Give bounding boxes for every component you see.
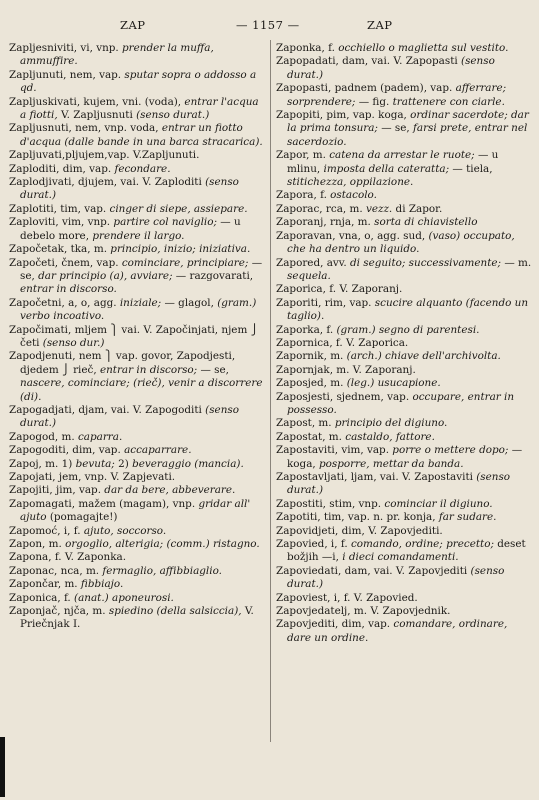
entry-headword: Zapovjediti, dim, vap. (276, 618, 394, 631)
dictionary-entry (9, 551, 265, 564)
column-divider (270, 40, 271, 742)
running-head-left: ZAP (120, 18, 146, 32)
dictionary-entry (9, 592, 265, 605)
entry-headword: Zapona, f. V. Zaponka. (9, 551, 126, 564)
entry-headword: Zapomagati, mažem (magam), vnp. (9, 497, 199, 510)
entry-gloss: (leg.) usucapione. (346, 377, 441, 390)
dictionary-entry (9, 444, 265, 457)
dictionary-entry (276, 525, 534, 538)
entry-headword: Zapora, f. (276, 189, 331, 202)
entry-gloss: porre o mettere dopo; (392, 444, 509, 457)
entry-gloss: (gram.) segno di parentesi. (336, 323, 480, 336)
entry-gloss: ostacolo. (330, 189, 377, 202)
dictionary-entry (276, 538, 534, 565)
entry-gloss: comando, ordine; precetto; (350, 538, 494, 551)
entry-headword: V. Priečnjak I. (20, 605, 254, 631)
entry-headword: Zapogod, m. (9, 430, 78, 443)
entry-gloss: afferrare; sorprendere; (287, 82, 507, 108)
entry-gloss: fermaglio, affibbiaglio. (102, 564, 222, 577)
entry-gloss: principio del digiuno. (334, 417, 448, 430)
entry-gloss: entrar un fiotto d'acqua (dalle bande in una barca stracarica). (20, 122, 263, 148)
dictionary-entry (276, 109, 534, 149)
entry-headword: Zapopasti, padnem (padem), vap. (276, 82, 456, 95)
entry-headword: — se, (197, 363, 229, 376)
dictionary-entry (276, 149, 534, 189)
entry-gloss: (anat.) aponeurosi. (74, 591, 174, 604)
entry-gloss: ajuto, soccorso. (83, 524, 167, 537)
dictionary-entry (9, 538, 265, 551)
entry-headword: Zaponka, f. (276, 42, 339, 54)
dictionary-entry (276, 297, 534, 324)
entry-gloss: (senso dur.) (42, 336, 105, 349)
entry-headword: Zapogoditi, dim, vap. (9, 444, 125, 457)
dictionary-entry (276, 350, 534, 363)
dictionary-entry (9, 243, 265, 256)
dictionary-entry (9, 122, 265, 149)
entry-gloss: far sudare. (438, 511, 497, 524)
entry-gloss: entrar in discorso; (99, 363, 198, 376)
entry-headword: Zapljusnuti, nem, vnp. voda, (9, 122, 162, 135)
entry-headword: Zaplodjivati, djujem, vai. V. Zaploditi (9, 176, 206, 189)
entry-gloss: caparra. (77, 430, 123, 443)
dictionary-entry (276, 471, 534, 498)
entry-headword: Zaposjed, m. (276, 377, 347, 390)
entry-headword: Zapovied, i, f. (276, 538, 351, 551)
dictionary-entry (276, 82, 534, 109)
entry-gloss: occhiello o maglietta sul vestito. (338, 42, 509, 54)
dictionary-entry (276, 189, 534, 202)
dictionary-entry (276, 444, 534, 471)
entry-headword: Zaporka, f. (276, 323, 337, 336)
entry-gloss: dar principio (a), avviare; (38, 269, 173, 282)
dictionary-entry (9, 163, 265, 176)
entry-headword: Zapor, m. (276, 149, 330, 162)
entry-headword: Zapogadjati, djam, vai. V. Zapogoditi (9, 403, 206, 416)
entry-gloss: fecondare. (114, 162, 171, 175)
dictionary-entry (9, 350, 265, 404)
entry-headword: Zaponica, f. (9, 591, 75, 604)
dictionary-entry (9, 578, 265, 591)
entry-gloss: stitichezza, oppilazione. (287, 176, 414, 189)
dictionary-entry (9, 458, 265, 471)
entry-headword: — razgovarati, (172, 269, 254, 282)
entry-gloss: orgoglio, alterigia; (comm.) ristagno. (65, 538, 260, 551)
entry-gloss: (senso durat.) (20, 176, 239, 202)
entry-headword: Zapopiti, pim, vap. koga, (276, 109, 411, 122)
entry-gloss: i dieci comandamenti. (342, 551, 459, 564)
entry-headword: deset božjih —i, (287, 538, 526, 564)
entry-headword: Započetak, tka, m. (9, 243, 111, 256)
entry-gloss: (senso durat.) (287, 471, 511, 497)
dictionary-entry (9, 498, 265, 525)
dictionary-entry (9, 431, 265, 444)
entry-headword: Zaporanj, rnja, m. (276, 216, 375, 229)
entry-gloss: vezz. (365, 202, 393, 215)
entry-gloss: catena da arrestar le ruote; (329, 149, 475, 162)
dictionary-entry (276, 618, 534, 645)
entry-headword: Započeti, čnem, vap. (9, 256, 122, 269)
entry-headword: Zaposjesti, sjednem, vap. (276, 390, 413, 403)
dictionary-entry (9, 42, 265, 69)
entry-gloss: prender la muffa, ammuffire. (20, 42, 214, 68)
dictionary-entry (276, 417, 534, 430)
dictionary-entry (9, 324, 265, 351)
entry-headword: Zapost, m. (276, 417, 335, 430)
entry-gloss: fibbiajo. (80, 578, 124, 591)
entry-gloss: accaparrare. (124, 444, 192, 457)
dictionary-entry (276, 324, 534, 337)
entry-gloss: scucire alquanto (facendo un taglio). (287, 296, 529, 323)
dictionary-entry (276, 592, 534, 605)
entry-headword: Zaploviti, vim, vnp. (9, 216, 114, 229)
dictionary-entry (276, 364, 534, 377)
dictionary-entry (9, 404, 265, 431)
entry-headword: Zapostaviti, vim, vap. (276, 444, 393, 457)
entry-headword: — se, (20, 256, 263, 282)
entry-headword: — m. (501, 256, 532, 269)
entry-gloss: cinger di siepe, assiepare. (109, 202, 248, 215)
dictionary-entry (9, 525, 265, 538)
dictionary-entry (9, 257, 265, 297)
entry-gloss: (vaso) occupato, che ha dentro un liquido. (287, 229, 515, 256)
entry-headword: — glagol, (161, 296, 218, 309)
entry-headword: V. Zapljusnuti (57, 109, 137, 122)
entry-headword: Zapoj, m. 1) (9, 457, 76, 470)
left-column (9, 42, 265, 632)
entry-headword: Zapoviest, i, f. V. Zapovied. (276, 591, 418, 604)
entry-gloss: posporre, mettar da banda. (319, 457, 464, 470)
entry-headword: Zapomoć, i, f. (9, 524, 84, 537)
entry-headword: Započimati, mljem ⎫ vai. V. Započinjati, njem ⎭ četi (9, 323, 259, 349)
dictionary-entry (276, 377, 534, 390)
entry-headword: Zaponac, nca, m. (9, 564, 103, 577)
entry-headword: Zapljuskivati, kujem, vni. (voda), (9, 95, 185, 108)
entry-gloss: beveraggio (mancia). (132, 457, 244, 470)
entry-gloss: sequela. (287, 269, 331, 282)
entry-gloss: (senso durat.) (287, 564, 505, 591)
entry-headword: Zapopadati, dam, vai. V. Zapopasti (276, 55, 462, 68)
entry-headword: Započetni, a, o, agg. (9, 296, 120, 309)
entry-headword: 2) (114, 457, 133, 470)
dictionary-entry (276, 283, 534, 296)
entry-gloss: (arch.) chiave dell'archivolta. (346, 350, 501, 363)
dictionary-entry (9, 605, 265, 632)
right-column (276, 42, 534, 645)
entry-gloss: bevuta; (75, 457, 115, 470)
entry-headword: Zapovidjeti, dim, V. Zapovjediti. (276, 524, 443, 537)
entry-gloss: sputar sopra o addosso a qd. (20, 68, 257, 95)
dictionary-entry (9, 216, 265, 243)
entry-gloss: prendere il largo. (92, 229, 185, 242)
dictionary-entry (9, 69, 265, 96)
entry-headword: Zapončar, m. (9, 578, 81, 591)
dictionary-entry (276, 391, 534, 418)
dictionary-entry (9, 297, 265, 324)
entry-headword: Zapon, m. (9, 538, 66, 551)
dictionary-entry (276, 511, 534, 524)
entry-headword: Zaplotiti, tim, vap. (9, 202, 110, 215)
entry-headword: Zapljesniviti, vi, vnp. (9, 42, 123, 54)
dictionary-entry (9, 176, 265, 203)
entry-headword: (pomagajte!) (46, 511, 118, 524)
dictionary-entry (9, 471, 265, 484)
dictionary-entry (276, 257, 534, 284)
dictionary-entry (276, 605, 534, 618)
dictionary-entry (276, 42, 534, 55)
entry-gloss: comandare, ordinare, dare un ordine. (287, 618, 508, 644)
entry-headword: Zapovjedatelj, m. V. Zapovjednik. (276, 605, 451, 618)
entry-gloss: (senso durat.) (136, 109, 210, 122)
entry-gloss: spiedino (della salsiccia), (108, 605, 242, 618)
dictionary-entry (276, 203, 534, 216)
entry-gloss: castaldo, fattore. (345, 430, 435, 443)
entry-headword: Zaploditi, dim, vap. (9, 162, 115, 175)
dictionary-entry (276, 230, 534, 257)
entry-gloss: sorta di chiavistello (374, 216, 478, 229)
entry-gloss: farsi prete, entrar nel sacerdozio. (287, 122, 528, 148)
entry-gloss: entrar l'acqua a fiotti, (20, 95, 259, 122)
entry-headword: Zaporica, f. V. Zaporanj. (276, 283, 403, 296)
entry-gloss: ordinar sacerdote; dar la prima tonsura; (287, 109, 529, 135)
entry-headword: Zaporac, rca, m. (276, 202, 366, 215)
entry-headword: Zapostiti, stim, vnp. (276, 497, 385, 510)
entry-headword: Zapojati, jem, vnp. V. Zapjevati. (9, 471, 176, 483)
entry-headword: — u mlinu, (287, 149, 499, 175)
entry-headword: — tiela, (449, 162, 493, 175)
entry-gloss: nascere, cominciare; (rieč), venir a discorrere (di). (20, 377, 263, 403)
dictionary-entry (276, 55, 534, 82)
dictionary-entry (9, 203, 265, 216)
entry-gloss: principio, inizio; iniziativa. (110, 243, 251, 256)
entry-headword: Zaporavan, vna, o, agg. sud, (276, 229, 429, 242)
entry-headword: Zapored, avv. (276, 256, 351, 269)
entry-gloss: dar da bere, abbeverare. (104, 484, 236, 497)
entry-headword: — u debelo more, (20, 216, 241, 242)
entry-gloss: entrar in discorso. (20, 283, 117, 296)
entry-gloss: cominciare, principiare; (121, 256, 249, 269)
entry-headword: Zapornica, f. V. Zaporica. (276, 336, 409, 349)
entry-headword: — koga, (287, 444, 523, 470)
entry-gloss: (senso durat.) (20, 403, 239, 430)
entry-headword: Zapljuvati,pljujem,vap. V.Zapljunuti. (9, 149, 200, 162)
entry-gloss: iniziale; (119, 296, 162, 309)
dictionary-entry (9, 149, 265, 162)
entry-gloss: occupare, entrar in possesso. (287, 390, 515, 416)
entry-gloss: cominciar il digiuno. (384, 497, 493, 510)
entry-headword: — fig. (355, 95, 393, 108)
edge-marker (0, 737, 5, 797)
page-number: — 1157 — (236, 18, 300, 32)
dictionary-entry (9, 565, 265, 578)
entry-gloss: di seguito; successivamente; (350, 256, 502, 269)
entry-headword: Zapotiti, tim, vap. n. pr. konja, (276, 511, 439, 524)
entry-gloss: gridar all' ajuto (20, 497, 251, 524)
dictionary-entry (276, 498, 534, 511)
entry-headword: Zaponjač, njča, m. (9, 605, 109, 618)
entry-headword: Zapojiti, jim, vap. (9, 484, 105, 497)
running-head-right: ZAP (367, 18, 393, 32)
entry-headword: Zapostavljati, ljam, vai. V. Zapostaviti (276, 471, 477, 483)
entry-headword: Zaporiti, rim, vap. (276, 296, 375, 309)
entry-headword: — se, (377, 122, 414, 135)
entry-gloss: (gram.) verbo incoativo. (20, 296, 257, 323)
dictionary-entry (276, 431, 534, 444)
entry-headword: Zapornik, m. (276, 350, 347, 363)
entry-headword: Zapljunuti, nem, vap. (9, 68, 125, 81)
dictionary-entry (9, 484, 265, 497)
entry-gloss: imposta della cateratta; (323, 162, 450, 175)
dictionary-entry (9, 96, 265, 123)
entry-headword: Zapornjak, m. V. Zaporanj. (276, 363, 416, 376)
entry-headword: Zapodjenuti, nem ⎫ vap. govor, Zapodjesti, djedem ⎭ rieč, (9, 350, 236, 376)
entry-gloss: trattenere con ciarle. (392, 95, 505, 108)
dictionary-entry (276, 565, 534, 592)
entry-headword: Zapostat, m. (276, 430, 346, 443)
entry-gloss: (senso durat.) (287, 55, 495, 81)
entry-gloss: partire col naviglio; (113, 216, 217, 229)
dictionary-entry (276, 216, 534, 229)
entry-headword: Zapoviedati, dam, vai. V. Zapovjediti (276, 564, 471, 577)
entry-headword: di Zapor. (392, 202, 443, 215)
dictionary-entry (276, 337, 534, 350)
